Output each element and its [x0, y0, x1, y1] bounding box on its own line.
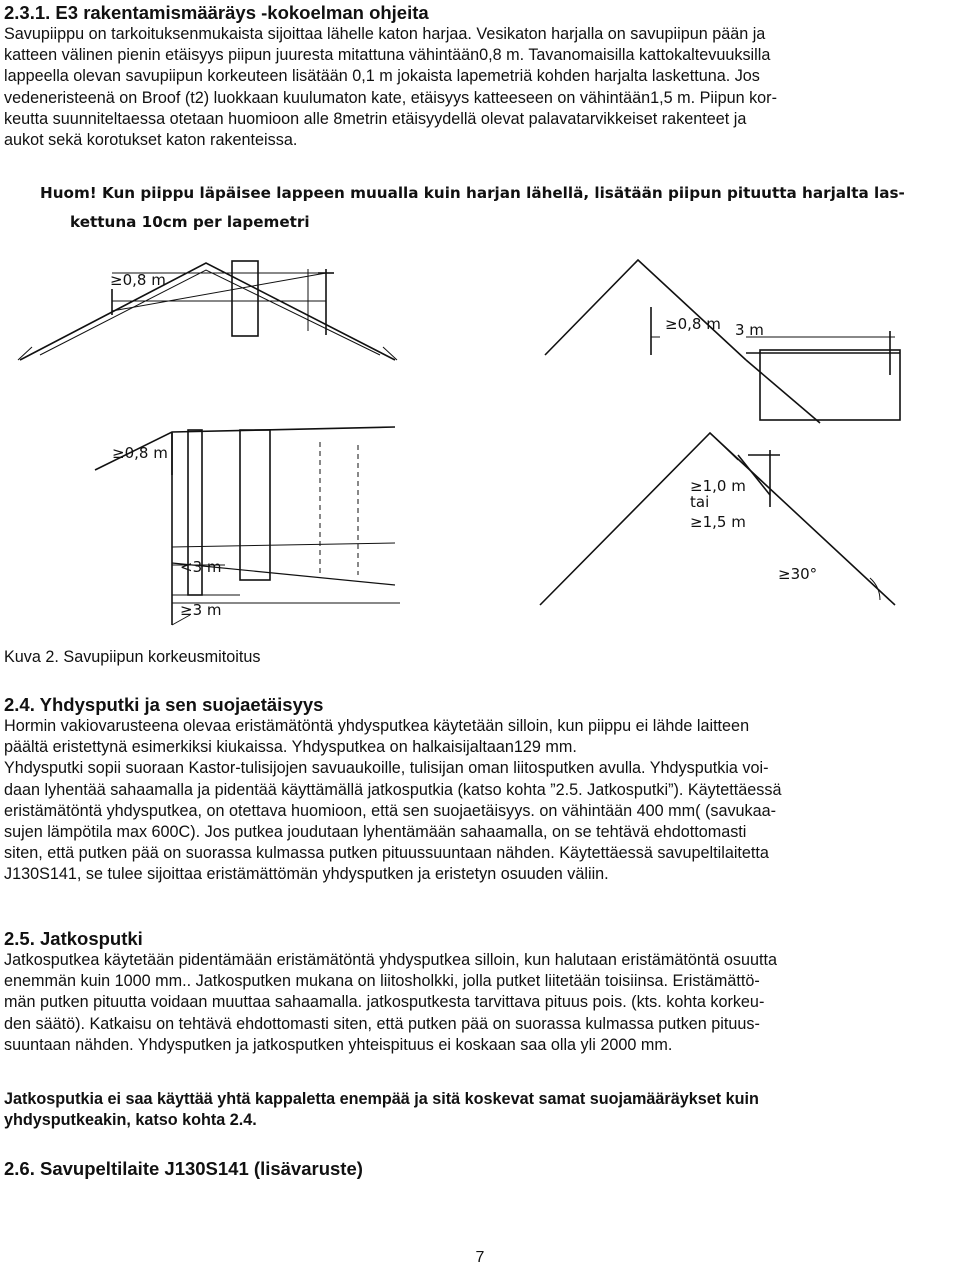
section-2-5 [4, 928, 952, 1056]
label-d3-ge: ≥3 m [180, 601, 222, 619]
chimney-height-figure [0, 245, 960, 635]
body-line: daan lyhentää sahaamalla ja pidentää käyttämällä jatkosputkia (katso kohta ”2.5. Jatkosputki”). Käytettäessä [4, 780, 782, 799]
body-line: Hormin vakiovarusteena olevaa eristämätöntä yhdysputkea käytetään silloin, kun piippu ei lähde laitteen [4, 717, 750, 735]
body-line: män putken pituutta voidaan muuttaa sahaamalla. jatkosputkesta tarvittava pituus pois. (kts. kohta korkeu- [4, 993, 765, 1012]
body-line: Jatkosputkea käytetään pidentämään eristämätöntä yhdysputkea silloin, kun halutaan eristämätöntä osuutta [4, 951, 777, 969]
section-number: 2.5. [4, 928, 35, 949]
section-number: 2.4. [4, 694, 35, 715]
label-d3-lt: <3 m [180, 558, 222, 576]
note-line: Huom! Kun piippu läpäisee lappeen muualla kuin harjan lähellä, lisätään piipun pituutta harjalta las- [40, 184, 905, 202]
label-d4-ang: ≥30° [778, 565, 818, 583]
section-2-4 [4, 694, 952, 886]
bold-line: yhdysputkeakin, katso kohta 2.4. [4, 1111, 257, 1130]
body-line: J130S141, se tulee sijoittaa eristämättömän yhdysputken ja eristetyn osuuden väliin. [4, 865, 609, 884]
body-line: den säätö). Katkaisu on tehtävä ehdottomasti siten, että putken pää on suorassa kulmassa putken pituus- [4, 1014, 760, 1033]
label-d2-b: 3 m [735, 321, 764, 339]
body-line: suuntaan nähden. Yhdysputken ja jatkosputken yhteispituus ei koskaan saa olla yli 2000 mm. [4, 1035, 673, 1054]
body-line: katteen välinen pienin etäisyys piipun juuresta mitattuna vähintään0,8 m. Tavanomaisilla kattokaltevuuksilla [4, 46, 771, 65]
diagram-ridge-flat [545, 260, 900, 423]
diagram-ridge-chimney [18, 261, 397, 360]
body-line: päältä eristettynä esimerkiksi kiukaissa. Yhdysputkea on halkaisijaltaan129 mm. [4, 738, 577, 757]
section-heading [4, 928, 952, 950]
label-d4-b: ≥1,5 m [690, 513, 746, 531]
section-heading [4, 2, 952, 24]
body-line: aukot sekä korotukset katon rakenteissa. [4, 131, 298, 150]
bold-notice [4, 1089, 952, 1131]
page-number: 7 [475, 1249, 485, 1266]
body-line: sujen lämpötila max 600C). Jos putkea joudutaan lyhentämään sahaamalla, on se tehtävä ehdottomasti [4, 823, 747, 842]
section-2-6 [4, 1158, 952, 1180]
section-title: Yhdysputki ja sen suojaetäisyys [39, 694, 324, 715]
body-line: Yhdysputki sopii suoraan Kastor-tulisijojen savuaukoille, tulisijan oman liitosputken avulla. Yhdysputkia voi- [4, 759, 769, 778]
body-line: keutta suunniteltaessa otetaan huomioon alle 8metrin etäisyydellä olevat palavatarvikkeiset rakenteet ja [4, 109, 747, 128]
bold-line: Jatkosputkia ei saa käyttää yhtä kappaletta enempää ja sitä koskevat samat suojamääräykset kuin [4, 1090, 759, 1108]
label-d4-a: ≥1,0 m [690, 477, 746, 495]
figure-caption: Kuva 2. Savupiipun korkeusmitoitus [4, 648, 261, 666]
label-d1: ≥0,8 m [110, 271, 166, 289]
note-line: kettuna 10cm per lapemetri [70, 213, 310, 231]
heading-text: 2.3.1. E3 rakentamismääräys -kokoelman ohjeita [4, 2, 429, 23]
label-d2-a: ≥0,8 m [665, 315, 721, 333]
section-heading: 2.6. Savupeltilaite J130S141 (lisävaruste) [4, 1158, 363, 1179]
body-line: siten, että putken pää on suorassa kulmassa putken pituussuuntaan nähden. Käytettäessä savupeltilaitetta [4, 844, 769, 863]
body-line: Savupiippu on tarkoituksenmukaista sijoittaa lähelle katon harjaa. Vesikaton harjalla on savupiipun pään ja [4, 25, 766, 43]
body-line: enemmän kuin 1000 mm.. Jatkosputken mukana on liitosholkki, jolla putket liitetään toisiinsa. Eristämättö- [4, 972, 760, 991]
body-line: eristämätöntä yhdysputkea, on otettava huomioon, että sen suojaetäisyys. on vähintään 400 mm( (savukaa- [4, 801, 777, 820]
section-2-3-1 [4, 2, 952, 151]
label-d3: ≥0,8 m [112, 444, 168, 462]
label-d4-tai: tai [690, 493, 710, 511]
body-line: vedeneristeenä on Broof (t2) luokkaan kuulumaton kate, etäisyys katteeseen on vähintään1,5 m. Piipun kor- [4, 88, 777, 107]
section-title: Jatkosputki [40, 928, 143, 949]
body-line: lappeella olevan savupiipun korkeuteen lisätään 0,1 m jokaista lapemetriä kohden harjalta laskettuna. Jos [4, 67, 760, 86]
section-heading [4, 694, 952, 716]
